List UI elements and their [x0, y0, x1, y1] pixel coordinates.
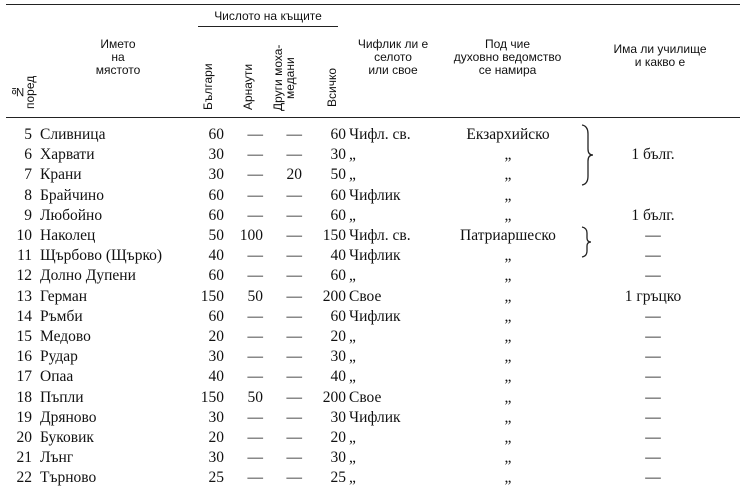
other-muslims-count: — — [286, 186, 302, 204]
brace-rows-5-7 — [580, 124, 594, 191]
header-church — [440, 38, 575, 77]
group-underline — [198, 26, 338, 27]
total-count: 60 — [330, 267, 346, 285]
church-jurisdiction: „ — [504, 348, 512, 366]
total-count: 60 — [330, 307, 346, 325]
albanians-count: — — [247, 449, 263, 467]
ciflik-status: „ — [349, 368, 356, 386]
school-info: — — [645, 247, 661, 265]
school-info: 1 бълг. — [631, 146, 675, 164]
bulgarians-count: 30 — [208, 348, 224, 366]
total-count: 30 — [330, 348, 346, 366]
header-school-line1: Има ли училище — [613, 42, 707, 56]
church-jurisdiction: „ — [504, 469, 512, 487]
place-name: Наколец — [40, 227, 96, 244]
header-place — [58, 38, 178, 77]
church-jurisdiction: Патриаршеско — [460, 227, 556, 244]
church-jurisdiction: Екзархийско — [466, 126, 550, 143]
church-jurisdiction: „ — [504, 328, 512, 345]
bulgarians-count: 60 — [208, 307, 224, 325]
place-name: Опаа — [40, 368, 74, 386]
church-jurisdiction: „ — [504, 146, 512, 164]
other-muslims-count: — — [286, 469, 302, 487]
top-rule — [6, 4, 740, 5]
other-muslims-count: — — [286, 328, 302, 345]
header-school-line2: и какво е — [634, 55, 686, 69]
place-name: Ръмби — [40, 307, 83, 325]
bulgarians-count: 60 — [208, 206, 224, 224]
header-other-muslims — [272, 40, 302, 116]
total-count: 200 — [322, 287, 346, 305]
other-muslims-count: — — [286, 206, 302, 224]
albanians-count: — — [247, 267, 263, 285]
albanians-count: — — [247, 126, 263, 143]
church-jurisdiction: „ — [504, 206, 512, 224]
total-count: 25 — [330, 469, 346, 487]
ciflik-status: Чифлик — [349, 408, 401, 426]
ciflik-status: „ — [349, 469, 356, 487]
school-info: — — [645, 429, 661, 446]
ciflik-status: „ — [349, 146, 356, 164]
albanians-count: 100 — [239, 227, 263, 244]
total-count: 40 — [330, 247, 346, 265]
place-name: Лънг — [40, 449, 74, 467]
row-number: 11 — [17, 247, 32, 265]
total-count: 40 — [330, 368, 346, 386]
ciflik-status: „ — [349, 348, 356, 366]
church-jurisdiction: „ — [504, 166, 512, 184]
church-jurisdiction: „ — [504, 247, 512, 265]
bulgarians-count: 60 — [208, 267, 224, 285]
albanians-count: — — [247, 206, 263, 224]
total-count: 60 — [330, 126, 346, 143]
bulgarians-count: 60 — [208, 126, 224, 143]
row-number: 9 — [24, 206, 32, 224]
other-muslims-count: — — [286, 449, 302, 467]
header-place-line1: Името — [100, 37, 136, 51]
place-name: Медово — [40, 328, 91, 345]
ciflik-status: Чифлик — [349, 247, 401, 265]
other-muslims-count: — — [286, 146, 302, 164]
albanians-count: — — [247, 166, 263, 184]
bulgarians-count: 30 — [208, 166, 224, 184]
row-number: 15 — [16, 328, 32, 345]
row-number: 5 — [24, 126, 32, 143]
ciflik-status: Чифлик — [349, 307, 401, 325]
school-info: — — [645, 449, 661, 467]
school-info: — — [645, 267, 661, 285]
ciflik-status: „ — [349, 206, 356, 224]
place-name: Буковик — [40, 429, 94, 446]
place-name: Дряново — [40, 408, 97, 426]
header-ciflik — [343, 38, 443, 77]
row-number: 16 — [16, 348, 32, 366]
bulgarians-count: 150 — [200, 388, 224, 406]
row-number: 19 — [16, 408, 32, 426]
place-name: Търново — [40, 469, 97, 487]
church-jurisdiction: „ — [504, 368, 512, 386]
total-count: 60 — [330, 186, 346, 204]
bulgarians-count: 40 — [208, 247, 224, 265]
school-info: — — [645, 469, 661, 487]
row-number: 20 — [16, 429, 32, 446]
header-ciflik-line2: селото — [374, 50, 412, 64]
other-muslims-count: — — [286, 267, 302, 285]
header-num: № поред — [11, 75, 37, 109]
albanians-count: 50 — [247, 388, 263, 406]
header-place-line3: мястото — [95, 63, 141, 77]
school-info: — — [645, 408, 661, 426]
header-ciflik-line3: или свое — [368, 63, 418, 77]
header-other-line1: Други моха- — [271, 44, 285, 112]
bulgarians-count: 150 — [200, 287, 224, 305]
place-name: Рудар — [40, 348, 78, 366]
albanians-count: — — [247, 328, 263, 345]
church-jurisdiction: „ — [504, 307, 512, 325]
row-number: 13 — [16, 287, 32, 305]
place-name: Крани — [40, 166, 82, 184]
row-number: 12 — [16, 267, 32, 285]
header-bulgarians: Българи — [201, 63, 215, 111]
row-number: 7 — [24, 166, 32, 184]
total-count: 20 — [330, 328, 346, 345]
church-jurisdiction: „ — [504, 267, 512, 285]
header-other-line2: медани — [283, 57, 297, 99]
other-muslims-count: — — [286, 307, 302, 325]
church-jurisdiction: „ — [504, 449, 512, 467]
school-info: — — [645, 307, 661, 325]
other-muslims-count: — — [286, 247, 302, 265]
bulgarians-count: 25 — [208, 469, 224, 487]
place-name: Щърбово (Щърко) — [40, 247, 163, 265]
church-jurisdiction: „ — [504, 429, 512, 446]
other-muslims-count: — — [286, 408, 302, 426]
ciflik-status: Чифл. св. — [349, 227, 411, 244]
albanians-count: — — [247, 408, 263, 426]
school-info: — — [645, 348, 661, 366]
row-number: 14 — [16, 307, 32, 325]
school-info: 1 гръцко — [624, 287, 682, 305]
total-count: 200 — [322, 388, 346, 406]
other-muslims-count: — — [286, 388, 302, 406]
church-jurisdiction: „ — [504, 388, 512, 406]
total-count: 20 — [330, 429, 346, 446]
albanians-count: — — [247, 307, 263, 325]
other-muslims-count: — — [286, 287, 302, 305]
place-name: Герман — [40, 287, 88, 305]
header-place-line2: на — [111, 50, 125, 64]
total-count: 60 — [330, 206, 346, 224]
church-jurisdiction: „ — [504, 408, 512, 426]
total-count: 50 — [330, 166, 346, 184]
albanians-count: — — [247, 368, 263, 386]
other-muslims-count: — — [286, 227, 302, 244]
albanians-count: — — [247, 469, 263, 487]
total-count: 30 — [330, 449, 346, 467]
header-albanians: Арнаути — [241, 63, 255, 111]
ciflik-status: Свое — [349, 388, 382, 406]
ciflik-status: Свое — [349, 287, 382, 305]
ciflik-status: „ — [349, 429, 356, 446]
header-school — [590, 43, 730, 69]
school-info: — — [645, 227, 661, 244]
church-jurisdiction: „ — [504, 287, 512, 305]
total-count: 30 — [330, 146, 346, 164]
other-muslims-count: 20 — [286, 166, 302, 184]
row-number: 17 — [16, 368, 32, 386]
brace-rows-10-11 — [580, 226, 592, 263]
bulgarians-count: 60 — [208, 186, 224, 204]
place-name: Пъпли — [40, 388, 84, 406]
total-count: 30 — [330, 408, 346, 426]
bulgarians-count: 50 — [208, 227, 224, 244]
place-name: Сливница — [40, 126, 106, 143]
row-number: 21 — [16, 449, 32, 467]
header-church-line2: духовно ведомство — [453, 50, 562, 64]
bulgarians-count: 30 — [208, 408, 224, 426]
school-info: — — [645, 368, 661, 386]
school-info: 1 бълг. — [631, 206, 675, 224]
albanians-count: — — [247, 146, 263, 164]
row-number: 6 — [24, 146, 32, 164]
bulgarians-count: 20 — [208, 429, 224, 446]
bulgarians-count: 20 — [208, 328, 224, 345]
bulgarians-count: 30 — [208, 449, 224, 467]
ciflik-status: „ — [349, 166, 356, 184]
place-name: Харвати — [40, 146, 95, 164]
bulgarians-count: 40 — [208, 368, 224, 386]
other-muslims-count: — — [286, 429, 302, 446]
ciflik-status: „ — [349, 328, 356, 345]
header-total: Всичко — [325, 67, 339, 107]
albanians-count: — — [247, 186, 263, 204]
church-jurisdiction: „ — [504, 186, 512, 204]
ciflik-status: „ — [349, 267, 356, 285]
row-number: 8 — [24, 186, 32, 204]
header-church-line1: Под чие — [485, 37, 530, 51]
school-info: — — [645, 388, 661, 406]
other-muslims-count: — — [286, 126, 302, 143]
header-ciflik-line1: Чифлик ли е — [357, 37, 429, 51]
place-name: Любойно — [40, 206, 103, 224]
school-info: — — [645, 328, 661, 345]
total-count: 150 — [322, 227, 346, 244]
albanians-count: — — [247, 247, 263, 265]
ciflik-status: „ — [349, 449, 356, 467]
bulgarians-count: 30 — [208, 146, 224, 164]
place-name: Долно Дупени — [40, 267, 136, 285]
albanians-count: — — [247, 429, 263, 446]
header-rule — [6, 117, 740, 118]
ciflik-status: Чифлик — [349, 186, 401, 204]
row-number: 18 — [16, 388, 32, 406]
albanians-count: 50 — [247, 287, 263, 305]
other-muslims-count: — — [286, 348, 302, 366]
row-number: 10 — [16, 227, 32, 244]
ciflik-status: Чифл. св. — [349, 126, 411, 143]
place-name: Брайчино — [40, 186, 104, 204]
other-muslims-count: — — [286, 368, 302, 386]
albanians-count: — — [247, 348, 263, 366]
header-houses-group: Числото на къщите — [214, 9, 322, 23]
row-number: 22 — [16, 469, 32, 487]
header-church-line3: се намира — [478, 63, 537, 77]
